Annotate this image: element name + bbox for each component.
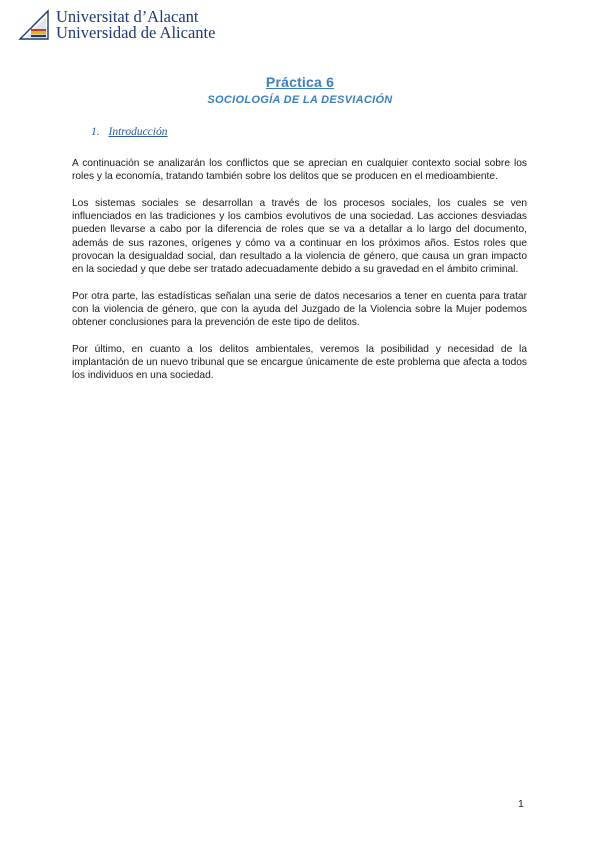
section-heading-introduction[interactable] xyxy=(91,126,167,138)
section-label[interactable]: Introducción xyxy=(108,126,168,138)
paragraph-4: Por último, en cuanto a los delitos ambientales, veremos la posibilidad y necesidad de la implantación de un nuevo tribunal que se encargue únicamente de este problema que afecta a todos los individuos en una sociedad. xyxy=(72,344,527,382)
body-text xyxy=(72,157,527,396)
logo-line-valencian: Universitat d’Alacant xyxy=(56,7,199,26)
logo-wordmark xyxy=(56,9,215,41)
logo-line-spanish: Universidad de Alicante xyxy=(56,23,216,42)
document-subtitle: SOCIOLOGÍA DE LA DESVIACIÓN xyxy=(207,94,393,106)
paragraph-3: Por otra parte, las estadísticas señalan una serie de datos necesarios a tener en cuenta para tratar con la violencia de género, que con la ayuda del Juzgado de la Violencia sobre la Mujer podemos obtener conclusiones para la prevención de este tipo de delitos. xyxy=(72,290,527,329)
university-emblem-icon xyxy=(18,9,50,41)
document-title: Práctica 6 xyxy=(265,74,335,90)
paragraph-1: A continuación se analizarán los conflictos que se aprecian en cualquier contexto social sobre los roles y la economía, tratando también sobre los delitos que se producen en el medioambiente. xyxy=(72,158,527,183)
page-number: 1 xyxy=(518,798,524,810)
paragraph-2: Los sistemas sociales se desarrollan a través de los procesos sociales, los cuales se ven influenciados en las tradiciones y los cambios evolutivos de una sociedad. Las acciones desviadas pueden llevarse a cabo por la diferencia de roles que se va a detallar a lo largo del documento, además de sus razones, orígenes y cómo va a continuar en los próximos años. Estos roles que provocan la desigualdad social, dan resultado a la violencia de género, que causa un gran impacto en la sociedad y que debe ser tratado adecuadamente debido a su gravedad en el ámbito criminal. xyxy=(72,198,527,276)
section-number: 1. xyxy=(91,126,100,138)
university-logo xyxy=(18,7,216,43)
